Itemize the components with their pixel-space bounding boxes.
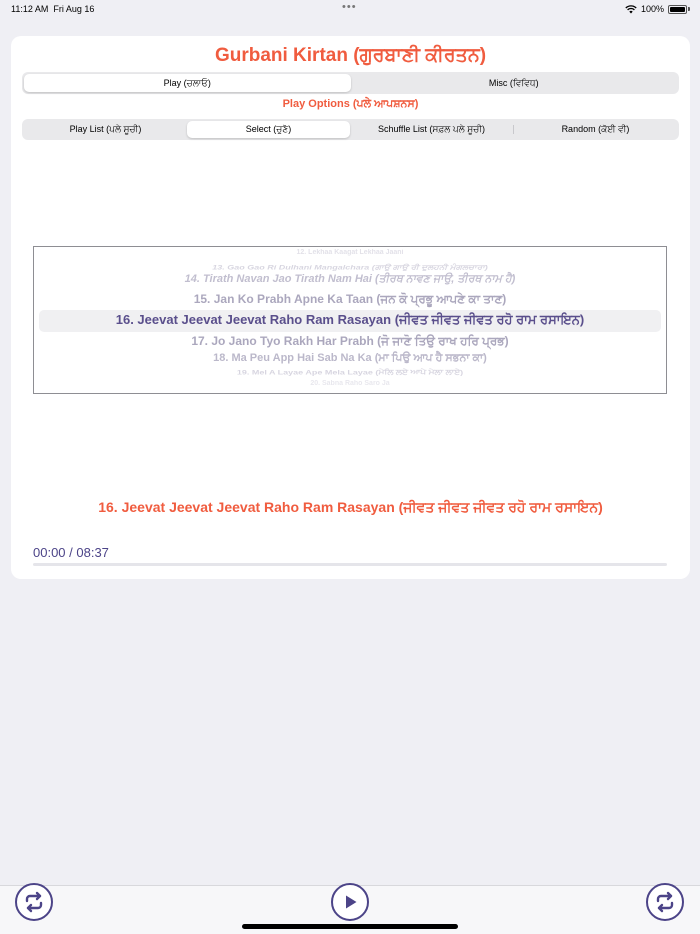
app-title: Gurbani Kirtan (ਗੁਰਬਾਣੀ ਕੀਰਤਨ): [214, 45, 487, 66]
option-select[interactable]: [187, 121, 350, 138]
tab-misc[interactable]: [351, 74, 678, 92]
option-select-label: Select (ਚੁਣੋ): [245, 124, 292, 134]
tab-misc-label: Misc (ਵਿਵਿਧ): [488, 77, 539, 88]
picker-row[interactable]: 17. Jo Jano Tyo Rakh Har Prabh (ਜੋ ਜਾਣੋ ਤਿਉ ਰਾਖ ਹਰਿ ਪ੍ਰਭ): [191, 334, 509, 348]
playback-time: 00:00 / 08:37: [33, 545, 109, 560]
play-icon: [341, 893, 359, 911]
picker-row[interactable]: 12. Lekhaa Kaagat Lekhaa Jaani: [296, 249, 404, 256]
repeat-icon: [654, 891, 676, 913]
picker-row[interactable]: 13. Gao Gao Ri Dulhani Mangalchara (ਗਾਉ ਗਾਉ ਰੀ ਦੁਲਹਨੀ ਮੰਗਲਚਾਰਾ): [212, 263, 488, 271]
multitasking-dots[interactable]: •••: [342, 1, 357, 13]
playback-progress-bar[interactable]: [33, 563, 667, 566]
repeat-left-button[interactable]: [15, 883, 53, 921]
picker-row-selected[interactable]: 16. Jeevat Jeevat Jeevat Raho Ram Rasayan (ਜੀਵਤ ਜੀਵਤ ਜੀਵਤ ਰਹੋ ਰਾਮ ਰਸਾਇਨ): [115, 312, 585, 327]
tab-play[interactable]: [24, 74, 351, 92]
picker-row[interactable]: 19. Mel A Layae Ape Mela Layae (ਮੇਲਿ ਲਏ ਆਪੇ ਮੇਲਾ ਲਾਏ): [236, 368, 464, 376]
option-random-label: Random (ਕੋਈ ਵੀ): [561, 124, 630, 134]
picker-row[interactable]: 18. Ma Peu App Hai Sab Na Ka (ਮਾ ਪਿਉ ਆਪ ਹੈ ਸਭਨਾ ਕਾ): [213, 352, 487, 364]
play-options-control: [22, 119, 679, 140]
shabad-picker[interactable]: [33, 246, 667, 394]
picker-row[interactable]: 14. Tirath Navan Jao Tirath Nam Hai (ਤੀਰਥ ਨਾਵਣ ਜਾਉ, ਤੀਰਥ ਨਾਮ ਹੈ): [184, 273, 516, 285]
status-time: [11, 4, 94, 14]
main-card: [11, 36, 690, 579]
status-date: Fri Aug 16: [53, 4, 95, 14]
status-bar: [0, 0, 700, 18]
tab-play-label: Play (ਚਲਾਓ): [163, 77, 211, 88]
wifi-icon: [625, 5, 637, 14]
main-tab-control: [22, 72, 679, 94]
repeat-icon: [23, 891, 45, 913]
battery-percent: 100%: [640, 4, 664, 14]
status-clock: 11:12 AM: [11, 4, 49, 14]
option-shuffle-list-label: Schuffle List (ਸਫ਼ਲ ਪਲੇ ਸੂਚੀ): [378, 124, 485, 134]
home-indicator[interactable]: [242, 924, 458, 929]
picker-row[interactable]: 15. Jan Ko Prabh Apne Ka Taan (ਜਨ ਕੋ ਪ੍ਰਭੂ ਆਪਣੇ ਕਾ ਤਾਣ): [193, 292, 507, 306]
battery-icon: [668, 5, 687, 14]
picker-row[interactable]: 20. Sabna Raho Saro Ja: [310, 380, 390, 387]
option-random[interactable]: [514, 121, 677, 138]
repeat-right-button[interactable]: [646, 883, 684, 921]
play-button[interactable]: [331, 883, 369, 921]
status-right: [625, 4, 690, 14]
play-options-title: Play Options (ਪਲੇ ਆਪਸ਼ਨਸ): [282, 98, 419, 110]
option-shuffle-list[interactable]: [350, 121, 513, 138]
option-play-list-label: Play List (ਪਲੇ ਸੂਚੀ): [69, 124, 142, 134]
option-play-list[interactable]: [24, 121, 187, 138]
now-playing-title: 16. Jeevat Jeevat Jeevat Raho Ram Rasayan (ਜੀਵਤ ਜੀਵਤ ਜੀਵਤ ਰਹੋ ਰਾਮ ਰਸਾਇਨ): [98, 499, 603, 515]
